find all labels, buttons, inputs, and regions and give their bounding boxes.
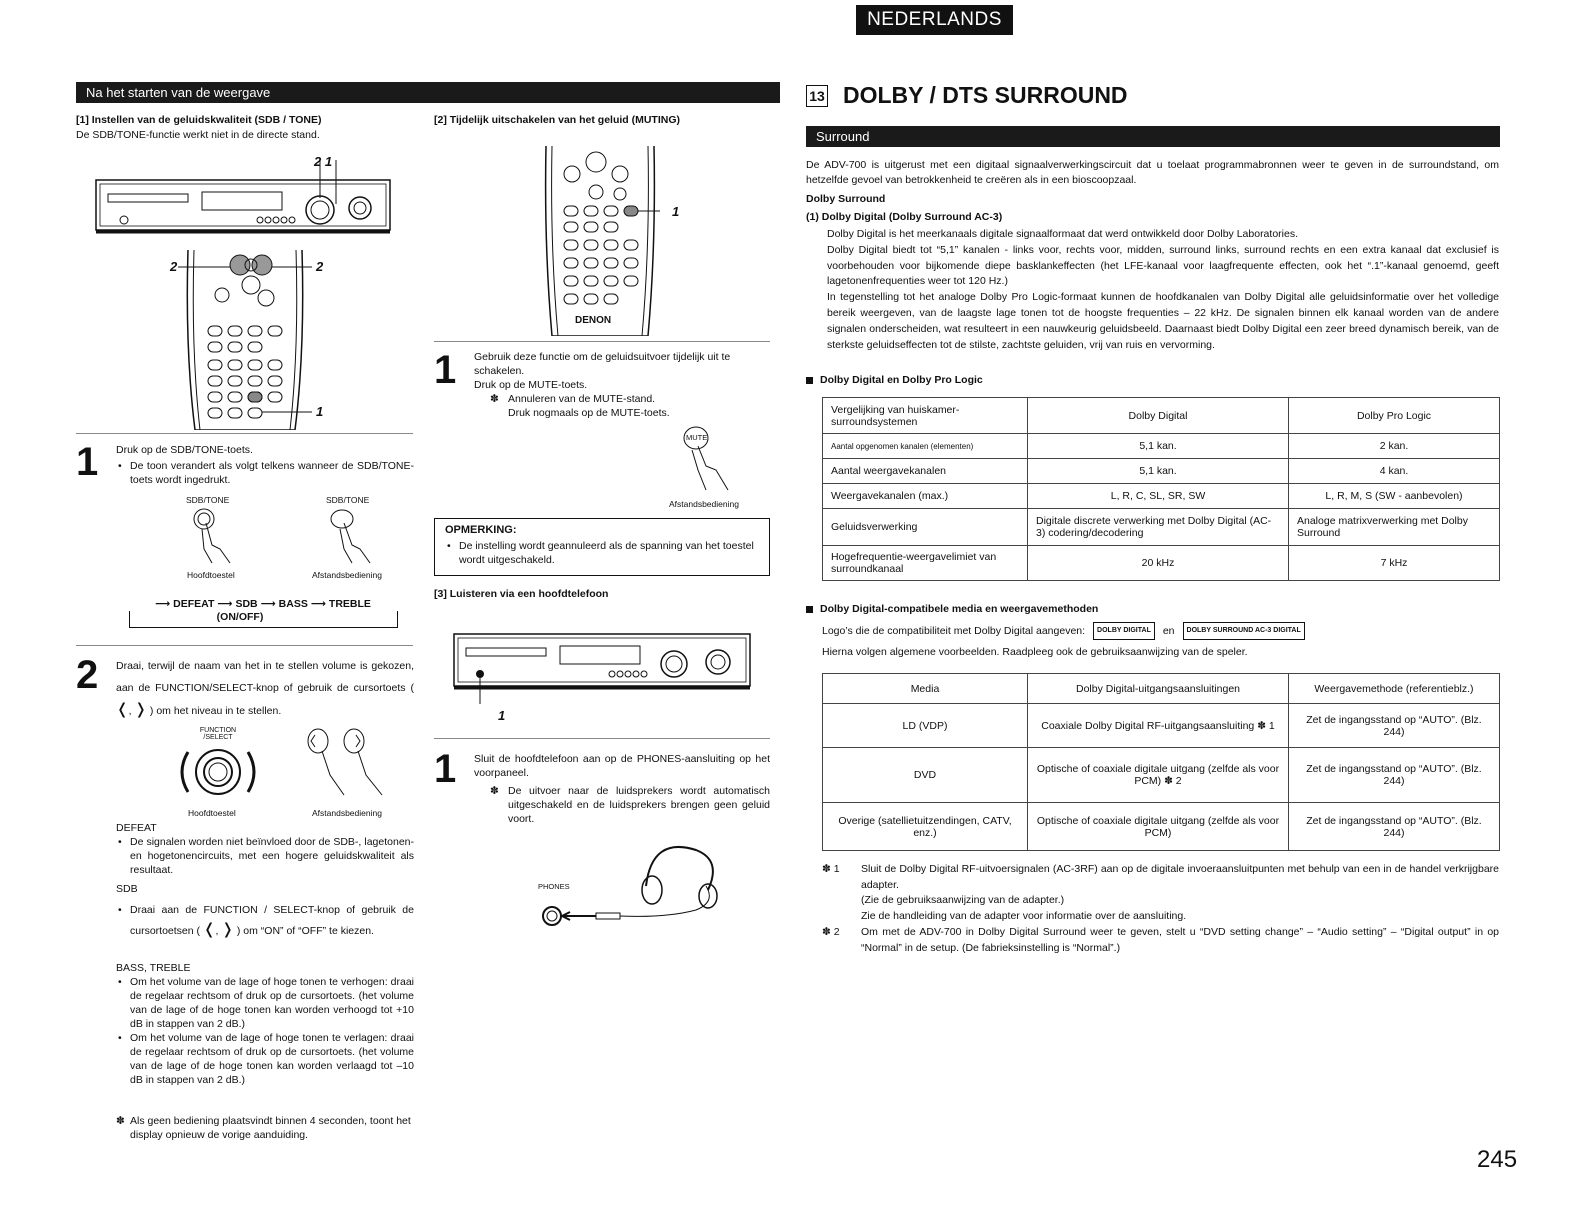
table-cell: 4 kan.	[1289, 459, 1500, 484]
heading-headphones: [3] Luisteren via een hoofdtelefoon	[434, 588, 609, 600]
footnote-1-line: Zie de handleiding van de adapter voor informatie over de aansluiting.	[861, 909, 1187, 922]
chapter-title: DOLBY / DTS SURROUND	[843, 82, 1128, 108]
caption-remote-2: Afstandsbediening	[312, 808, 382, 818]
mute-step-number: 1	[434, 348, 457, 392]
table-cell: 7 kHz	[1289, 546, 1500, 581]
cursor-right-icon: ❭	[221, 921, 234, 938]
bass-treble-title: BASS, TREBLE	[116, 962, 191, 974]
flow-item: DEFEAT	[173, 598, 215, 610]
dolby-surround-heading: Dolby Surround	[806, 193, 886, 205]
mute-cancel-text2: Druk nogmaals op de MUTE-toets.	[508, 407, 670, 419]
phones-label: PHONES	[538, 882, 570, 891]
table-cell: Dolby Digital-uitgangsaansluitingen	[1028, 674, 1289, 704]
divider	[434, 341, 770, 342]
note-star: ✽	[116, 1115, 125, 1127]
table-cell: Digitale discrete verwerking met Dolby Digital (AC-3) codering/decodering	[1028, 509, 1289, 546]
divider	[76, 433, 413, 434]
table-row	[823, 434, 1500, 459]
table-cell: Media	[823, 674, 1028, 704]
media-heading: Dolby Digital-compatibele media en weergavemethoden	[806, 603, 1098, 615]
table-cell: LD (VDP)	[823, 704, 1028, 748]
flow-arrow: ⟶	[310, 598, 326, 610]
callout-right: 2	[316, 259, 324, 274]
comparison-table	[822, 397, 1500, 581]
table-cell: Hogefrequentie-weergavelimiet van surroundkanaal	[823, 546, 1028, 581]
receiver-remote-illustration	[90, 150, 410, 430]
remote-mute-illustration	[540, 146, 660, 336]
table-cell: Weergavemethode (referentieblz.)	[1289, 674, 1500, 704]
table-cell: 5,1 kan.	[1028, 459, 1289, 484]
heading-muting: [2] Tijdelijk uitschakelen van het geluid (MUTING)	[434, 114, 681, 126]
headphones-illustration	[536, 836, 736, 932]
phones-star: ✽	[490, 785, 499, 797]
flow-arrow: ⟶	[155, 598, 171, 610]
square-bullet-icon	[806, 377, 813, 384]
mute-caption: Afstandsbediening	[669, 499, 739, 509]
language-tab: NEDERLANDS	[856, 5, 1013, 35]
divider	[76, 645, 413, 646]
table-cell: Zet de ingangsstand op “AUTO”. (Blz. 244)	[1289, 704, 1500, 748]
flow-item: SDB	[235, 598, 258, 610]
sdb-button-label-right: SDB/TONE	[326, 495, 370, 505]
table-cell: Zet de ingangsstand op “AUTO”. (Blz. 244)	[1289, 748, 1500, 803]
caption-main-unit-2: Hoofdtoestel	[188, 808, 236, 818]
dolby-digital-body	[827, 227, 1499, 353]
page-number: 245	[1477, 1146, 1518, 1173]
table-row	[823, 459, 1500, 484]
step2-text: Draai, terwijl de naam van het in te stellen volume is gekozen, aan de FUNCTION/SELECT-knop of gebruik de cursortoets ( ❬, ❭ ) om het niveau in te stellen.	[116, 660, 414, 718]
callout-top: 2 1	[314, 154, 333, 169]
table-row	[823, 704, 1500, 748]
table-cell: 20 kHz	[1028, 546, 1289, 581]
callout-phones: 1	[498, 708, 506, 723]
callout-left: 2	[170, 259, 178, 274]
sdb-intro: De SDB/TONE-functie werkt niet in de directe stand.	[76, 129, 320, 141]
surround-intro: De ADV-700 is uitgerust met een digitaal signaalverwerkingscircuit dat u toelaat programmabronnen weer te geven in de surroundstand, om hetzelfde gevoel van betrokkenheid te creëren als in een bioscoopzaal.	[806, 159, 1499, 186]
section-title-bar: Na het starten van de weergave	[76, 82, 780, 103]
table-cell: L, R, M, S (SW - aanbevolen)	[1289, 484, 1500, 509]
step-number-2: 2	[76, 653, 99, 697]
step1-bullets	[116, 459, 414, 487]
table-cell: Aantal weergavekanalen	[823, 459, 1028, 484]
timeout-note: ✽ Als geen bediening plaatsvindt binnen 4 seconden, toont het display opnieuw de vorige aanduiding.	[116, 1115, 411, 1141]
table-row	[823, 509, 1500, 546]
table-cell: 2 kan.	[1289, 434, 1500, 459]
step1-bullet: • De toon verandert als volgt telkens wanneer de SDB/TONE-toets wordt ingedrukt.	[116, 459, 414, 487]
cursor-right-icon: ❭	[134, 701, 147, 718]
footnote-1-line: Sluit de Dolby Digital RF-uitvoersignalen (AC-3RF) aan op de digitale invoeraansluitpunten met behulp van een in de handel verkrijgbare adapter.	[861, 863, 1499, 891]
bass-bullet-up: • Om het volume van de lage of hoge tonen te verhogen: draai de regelaar rechtsom of druk op de cursortoets. (het volume van de lage of de hoge tonen kan worden verhoogd tot +10 dB in stappen van 2 dB.)	[116, 975, 414, 1031]
callout-mute: 1	[672, 204, 680, 219]
para-3: In tegenstelling tot het analoge Dolby Pro Logic-formaat kunnen de hoofdkanalen van Dolby Digital alle geluidsinformatie over het volledige bereik weergeven, van de laagste lage tonen tot de hoogste frequenties – 22 kHz. De signalen binnen elk kanaal worden van de andere signalen onderscheiden, wat resulteert in een nauwkeurig geluidsbeeld. Daarnaast biedt Dolby Digital een zeer breed dynamisch bereik, van de sterkste geluidseffecten tot de stilste, zachtste geluiden, vrij van ruis en vervorming.	[827, 291, 1499, 351]
footnote-1-mark: ✽ 1	[822, 863, 840, 875]
defeat-title: DEFEAT	[116, 822, 157, 834]
step-number-1: 1	[76, 440, 99, 484]
table-cell: Dolby Pro Logic	[1289, 398, 1500, 434]
flow-arrow: ⟶	[217, 598, 233, 610]
dolby-digital-heading: (1) Dolby Digital (Dolby Surround AC-3)	[806, 211, 1003, 223]
table-row	[823, 484, 1500, 509]
table1-heading: Dolby Digital en Dolby Pro Logic	[806, 374, 983, 386]
table-cell: Aantal opgenomen kanalen (elementen)	[823, 434, 1028, 459]
note-box	[434, 518, 770, 576]
surround-title-bar: Surround	[806, 126, 1500, 147]
table-cell: Zet de ingangsstand op “AUTO”. (Blz. 244)	[1289, 803, 1500, 851]
note-bullet: • De instelling wordt geannuleerd als de spanning van het toestel wordt uitgeschakeld.	[445, 539, 761, 567]
sdb-button-label-left: SDB/TONE	[186, 495, 230, 505]
note-title: OPMERKING:	[445, 524, 517, 536]
flow-item: TREBLE	[328, 598, 371, 610]
mute-step-text: Gebruik deze functie om de geluidsuitvoer tijdelijk uit te schakelen.	[474, 351, 731, 377]
tone-flow	[122, 597, 404, 611]
para-1: Dolby Digital is het meerkanaals digitale signaalformaat dat werd ontwikkeld door Dolby Laboratories.	[827, 228, 1298, 240]
footnote-1	[861, 862, 1499, 924]
defeat-bullets	[116, 835, 414, 877]
receiver-phones-illustration	[452, 630, 752, 710]
table-cell: Analoge matrixverwerking met Dolby Surround	[1289, 509, 1500, 546]
logos-line	[822, 622, 1305, 640]
mute-star: ✽	[490, 393, 499, 405]
cursor-left-icon: ❬	[202, 921, 216, 938]
logos-en: en	[1162, 625, 1175, 637]
heading-sdb-tone: [1] Instellen van de geluidskwaliteit (SDB / TONE)	[76, 114, 322, 126]
table-cell: Optische of coaxiale digitale uitgang (zelfde als voor PCM) ✽ 2	[1028, 748, 1289, 803]
phones-step-text: Sluit de hoofdtelefoon aan op de PHONES-aansluiting op het voorpaneel.	[474, 753, 770, 779]
cursor-buttons-hand-icon	[296, 727, 406, 797]
table-cell: DVD	[823, 748, 1028, 803]
footnote-2-mark: ✽ 2	[822, 926, 840, 938]
flow-sub: (ON/OFF)	[216, 611, 264, 623]
remote-brand: DENON	[575, 315, 612, 326]
phones-step-number: 1	[434, 747, 457, 791]
table-cell: 5,1 kan.	[1028, 434, 1289, 459]
square-bullet-icon	[806, 606, 813, 613]
bass-treble-bullets	[116, 975, 414, 1087]
table-cell: L, R, C, SL, SR, SW	[1028, 484, 1289, 509]
sdb-bullet: • Draai aan de FUNCTION / SELECT-knop of gebruik de cursortoetsen ( ❬, ❭ ) om “ON” of “OFF” te kiezen.	[118, 904, 414, 938]
flow-item: BASS	[278, 598, 308, 610]
logos-text: Logo’s die de compatibiliteit met Dolby Digital aangeven:	[822, 625, 1086, 637]
note-bullets	[445, 539, 761, 567]
table-cell: Coaxiale Dolby Digital RF-uitgangsaansluiting ✽ 1	[1028, 704, 1289, 748]
dolby-surround-ac3-logo: DOLBY SURROUND AC-3 DIGITAL	[1183, 622, 1305, 640]
defeat-bullet: • De signalen worden niet beïnvloed door de SDB-, lagetonen- en hogetonencircuits, met een hogere geluidskwaliteit als resultaat.	[116, 835, 414, 877]
table-cell: Dolby Digital	[1028, 398, 1289, 434]
table-row	[823, 674, 1500, 704]
bass-bullet-down: • Om het volume van de lage of hoge tonen te verlagen: draai de regelaar rechtsom of druk op de cursortoets. (het volume van de lage of de hoge tonen kan worden verlaagd tot –10 dB in stappen van 2 dB.)	[116, 1031, 414, 1087]
examples-text: Hierna volgen algemene voorbeelden. Raadpleeg ook de gebruiksaanwijzing van de speler.	[822, 646, 1248, 658]
table-row	[823, 398, 1500, 434]
table-cell: Vergelijking van huiskamer-surroundsystemen	[823, 398, 1028, 434]
flow-arrow: ⟶	[260, 598, 276, 610]
function-select-knob	[176, 742, 260, 802]
chapter-number: 13	[806, 85, 828, 107]
para-2: Dolby Digital biedt tot “5,1” kanalen - links voor, rechts voor, midden, surround links, surround rechts en een extra kanaal dat exclusief is voorbehouden voor bijkomende diepe basklankeffecten (het LFE-kanaal voor laagfrequente effecten, ook het “.1”-kanaal genoemd, geeft lagetonenfrequenties weer tot 120 Hz.)	[827, 243, 1499, 288]
function-select-label: FUNCTION /SELECT	[199, 727, 237, 741]
step1-text: Druk op de SDB/TONE-toets.	[116, 444, 253, 456]
table-cell: Optische of coaxiale digitale uitgang (zelfde als voor PCM)	[1028, 803, 1289, 851]
footnote-1-line: (Zie de gebruiksaanwijzing van de adapter.)	[861, 894, 1065, 906]
table-row	[823, 748, 1500, 803]
caption-remote: Afstandsbediening	[312, 570, 382, 580]
table-row	[823, 546, 1500, 581]
mute-cancel-text: Annuleren van de MUTE-stand.	[508, 393, 656, 405]
sdb-title: SDB	[116, 883, 138, 895]
table-row	[823, 803, 1500, 851]
hand-press-main-icon	[186, 505, 246, 565]
cursor-left-icon: ❬	[116, 701, 129, 718]
mute-button-label: MUTE	[686, 433, 708, 442]
caption-main-unit: Hoofdtoestel	[187, 570, 235, 580]
phones-star-text: De uitvoer naar de luidsprekers wordt automatisch uitgeschakeld en de luidsprekers brengen geen geluid voort.	[508, 785, 770, 825]
table-cell: Geluidsverwerking	[823, 509, 1028, 546]
footnote-2: Om met de ADV-700 in Dolby Digital Surround weer te geven, stelt u “DVD setting change” – “Audio setting” – “Digital output” in op “Normal” in de setup. (De fabrieksinstelling is “Normal”.)	[861, 926, 1499, 954]
hand-press-remote-icon	[326, 505, 386, 565]
divider	[434, 738, 770, 739]
dolby-digital-logo: DOLBY DIGITAL	[1093, 622, 1155, 640]
mute-step-line2: Druk op de MUTE-toets.	[474, 379, 588, 391]
media-table	[822, 673, 1500, 851]
table-cell: Weergavekanalen (max.)	[823, 484, 1028, 509]
callout-bottom: 1	[316, 404, 324, 419]
table-cell: Overige (satellietuitzendingen, CATV, enz.)	[823, 803, 1028, 851]
